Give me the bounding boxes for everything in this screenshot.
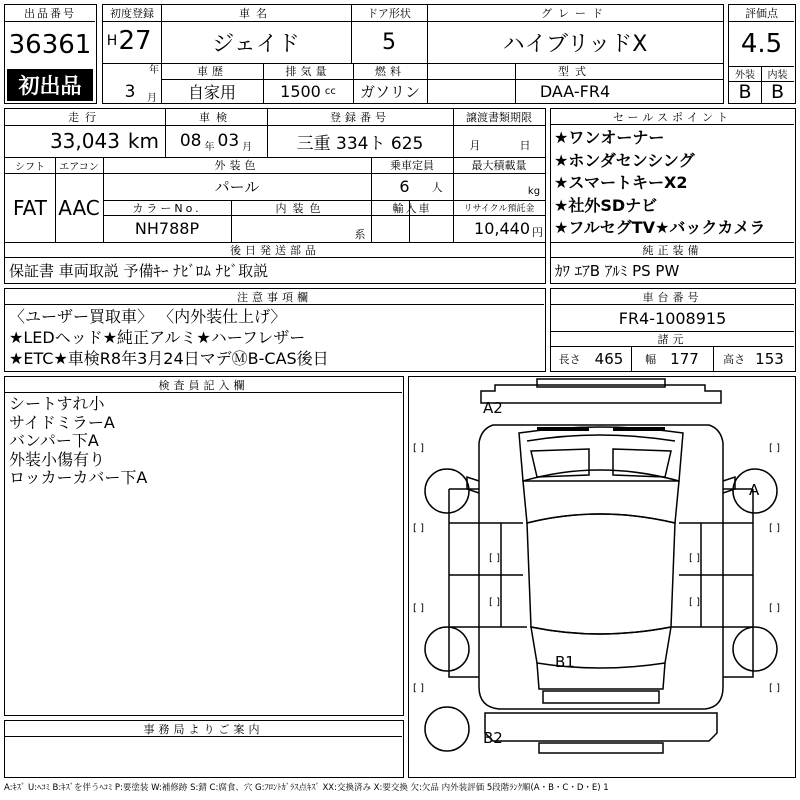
year-unit: 年 xyxy=(149,64,159,76)
bracket-mark: [ ] xyxy=(769,523,780,534)
notes-box xyxy=(4,288,546,372)
score-label: 評価点 xyxy=(729,5,794,22)
mileage xyxy=(5,125,165,157)
length-label: 長さ xyxy=(558,352,581,366)
length-value: 465 xyxy=(594,349,624,368)
bracket-mark: [ ] xyxy=(413,603,424,614)
fuel: ガソリン xyxy=(359,82,420,101)
ext-label: 外装 xyxy=(735,70,755,81)
chassis-box xyxy=(550,288,796,372)
km-unit: km xyxy=(127,129,159,153)
length xyxy=(551,346,631,371)
damage-mark-a: A xyxy=(749,481,760,499)
score-box xyxy=(728,4,796,104)
inspection-label: 車検 xyxy=(199,111,233,124)
chassis-number: FR4-1008915 xyxy=(618,308,727,328)
grade: ハイブリッドX xyxy=(502,31,648,57)
capacity-value: 6 xyxy=(399,177,410,196)
shift-label: シフト xyxy=(15,161,45,173)
ext-grade: B xyxy=(738,81,752,103)
fuel-label: 燃料 xyxy=(375,65,405,78)
chassis-label: 車台番号 xyxy=(551,289,794,305)
intcolor-unit: 系 xyxy=(354,228,366,241)
model-label: 型式 xyxy=(558,65,592,78)
height-value: 153 xyxy=(755,349,784,368)
insp-year-unit: 年 xyxy=(204,141,215,153)
height xyxy=(713,346,794,371)
displacement xyxy=(263,79,353,103)
inspector-line: 外装小傷有り xyxy=(9,449,106,469)
era: H xyxy=(106,33,118,49)
inspection-date xyxy=(165,125,267,157)
reg-label: 登録番号 xyxy=(330,111,390,124)
bracket-mark: [ ] xyxy=(489,597,500,608)
inspector-line: シートすれ小 xyxy=(9,394,105,413)
shift: FAT xyxy=(12,195,47,220)
body-color: パール xyxy=(214,178,260,196)
notes-list xyxy=(9,306,329,369)
reg-number: 三重 334ト 625 xyxy=(296,133,424,154)
car-diagram-box xyxy=(408,376,796,778)
capacity-unit: 人 xyxy=(431,180,443,194)
transfer-day: 日 xyxy=(519,139,531,152)
note-line: ★LEDヘッド★純正アルミ★ハーフレザー xyxy=(9,328,306,347)
door-label: ドア形状 xyxy=(367,7,411,20)
later-parts: 保証書 車両取説 予備ｷｰ ﾅﾋﾞﾛﾑ ﾅﾋﾞ取説 xyxy=(9,261,269,280)
displacement-label: 排気量 xyxy=(285,65,331,78)
inspector-line: ロッカーカバー下A xyxy=(9,468,148,487)
ac-label: エアコン xyxy=(59,161,99,173)
inspector-line: サイドミラーA xyxy=(9,412,115,432)
color-number: NH788P xyxy=(134,219,200,238)
ac: AAC xyxy=(58,195,100,220)
first-reg-year: 27 xyxy=(118,26,152,56)
lot-number-box xyxy=(4,4,97,104)
sales-item: ★ホンダセンシング xyxy=(554,150,695,170)
yen-unit: 円 xyxy=(532,225,543,239)
sales-item: ★社外SDナビ xyxy=(554,195,658,215)
doors: 5 xyxy=(382,29,396,55)
score: 4.5 xyxy=(740,29,783,59)
insp-year: 08 xyxy=(179,131,202,151)
bracket-mark: [ ] xyxy=(413,683,424,694)
transfer-label: 譲渡書類期限 xyxy=(466,111,532,124)
bracket-mark: [ ] xyxy=(413,443,424,454)
first-reg-label: 初度登録 xyxy=(110,7,154,20)
damage-mark-a2: A2 xyxy=(483,399,503,417)
bracket-mark: [ ] xyxy=(769,683,780,694)
recycle xyxy=(453,215,545,242)
car-name: ジェイド xyxy=(212,31,300,57)
note-line: 〈ユーザー買取車〉 〈内外装仕上げ〉 xyxy=(9,307,287,326)
load-label: 最大積載量 xyxy=(471,159,527,172)
transfer-month: 月 xyxy=(469,139,481,152)
capacity xyxy=(371,173,453,200)
intcolor-label: 内装色 xyxy=(275,201,327,215)
cc-unit: cc xyxy=(324,85,336,97)
notes-label: 注意事項欄 xyxy=(5,289,544,305)
color-label: 外装色 xyxy=(214,159,260,172)
recycle-value: 10,440 xyxy=(474,219,530,238)
bracket-mark: [ ] xyxy=(413,523,424,534)
inspector-line: バンパー下A xyxy=(9,431,99,450)
bracket-mark: [ ] xyxy=(769,603,780,614)
note-line: ★ETC★車検R8年3月24日マデⓂB-CAS後日 xyxy=(9,349,329,368)
insp-month-unit: 月 xyxy=(242,141,253,153)
import-label: 輸入車 xyxy=(392,201,432,215)
history: 自家用 xyxy=(187,82,236,102)
inspector-list xyxy=(9,395,147,488)
office-box xyxy=(4,720,404,778)
recycle-label: リサイクル預託金 xyxy=(463,204,535,214)
bracket-mark: [ ] xyxy=(769,443,780,454)
first-listing-badge: 初出品 xyxy=(7,69,93,101)
car-diagram xyxy=(409,377,794,776)
width-label: 幅 xyxy=(645,352,657,366)
height-label: 高さ xyxy=(723,352,746,366)
month-unit: 月 xyxy=(147,92,157,104)
mileage-value: 33,043 xyxy=(49,129,120,153)
details-box xyxy=(4,108,546,284)
vehicle-info-box xyxy=(102,4,724,104)
width xyxy=(631,346,713,371)
lot-label: 出品番号 xyxy=(5,5,95,22)
office-label: 事務局よりご案内 xyxy=(5,721,402,737)
mileage-label: 走行 xyxy=(68,111,102,124)
grade-label: グレード xyxy=(541,7,609,20)
legend: A:ｷｽﾞ U:ﾍｺﾐ B:ｷｽﾞを伴うﾍｺﾐ P:要塗装 W:補修跡 S:錆 C:腐食、穴 G:ﾌﾛﾝﾄｶﾞﾗｽ点ｷｽﾞ XX:交換済み X:要交換 欠:欠品 内外装評価 5段階ﾗﾝｸ順(A・B・C・D・E) 1 xyxy=(4,783,609,793)
sales-list xyxy=(554,127,765,240)
history-label: 車歴 xyxy=(197,65,227,78)
load-unit: kg xyxy=(527,185,541,197)
sales-item: ★フルセグTV★バックカメラ xyxy=(554,218,766,237)
later-parts-label: 後日発送部品 xyxy=(230,243,320,257)
sales-item: ★ワンオーナー xyxy=(554,128,665,147)
equip: ｶﾜ ｴｱB ｱﾙﾐ PS PW xyxy=(555,261,680,280)
damage-mark-b1: B1 xyxy=(555,653,575,671)
sales-points-box xyxy=(550,108,796,284)
car-name-label: 車名 xyxy=(239,7,273,20)
bracket-mark: [ ] xyxy=(689,553,700,564)
capacity-label: 乗車定員 xyxy=(390,159,434,172)
dims-label: 諸元 xyxy=(657,332,688,346)
int-grade: B xyxy=(770,81,785,103)
bracket-mark: [ ] xyxy=(489,553,500,564)
displacement-value: 1500 xyxy=(280,81,321,101)
first-reg-month: 3 xyxy=(124,82,136,102)
damage-mark-b2: B2 xyxy=(483,729,503,747)
sales-label: セールスポイント xyxy=(551,109,794,125)
width-value: 177 xyxy=(670,349,699,368)
int-label: 内装 xyxy=(767,70,788,81)
colorno-label: カラーNo. xyxy=(132,201,202,215)
inspector-box xyxy=(4,376,404,716)
sales-item: ★スマートキーX2 xyxy=(554,173,688,192)
bracket-mark: [ ] xyxy=(689,597,700,608)
insp-month: 03 xyxy=(217,131,240,151)
inspector-label: 検査員記入欄 xyxy=(5,377,402,393)
lot-number: 36361 xyxy=(8,30,92,60)
equip-label: 純正装備 xyxy=(642,243,703,257)
model: DAA-FR4 xyxy=(539,81,611,101)
